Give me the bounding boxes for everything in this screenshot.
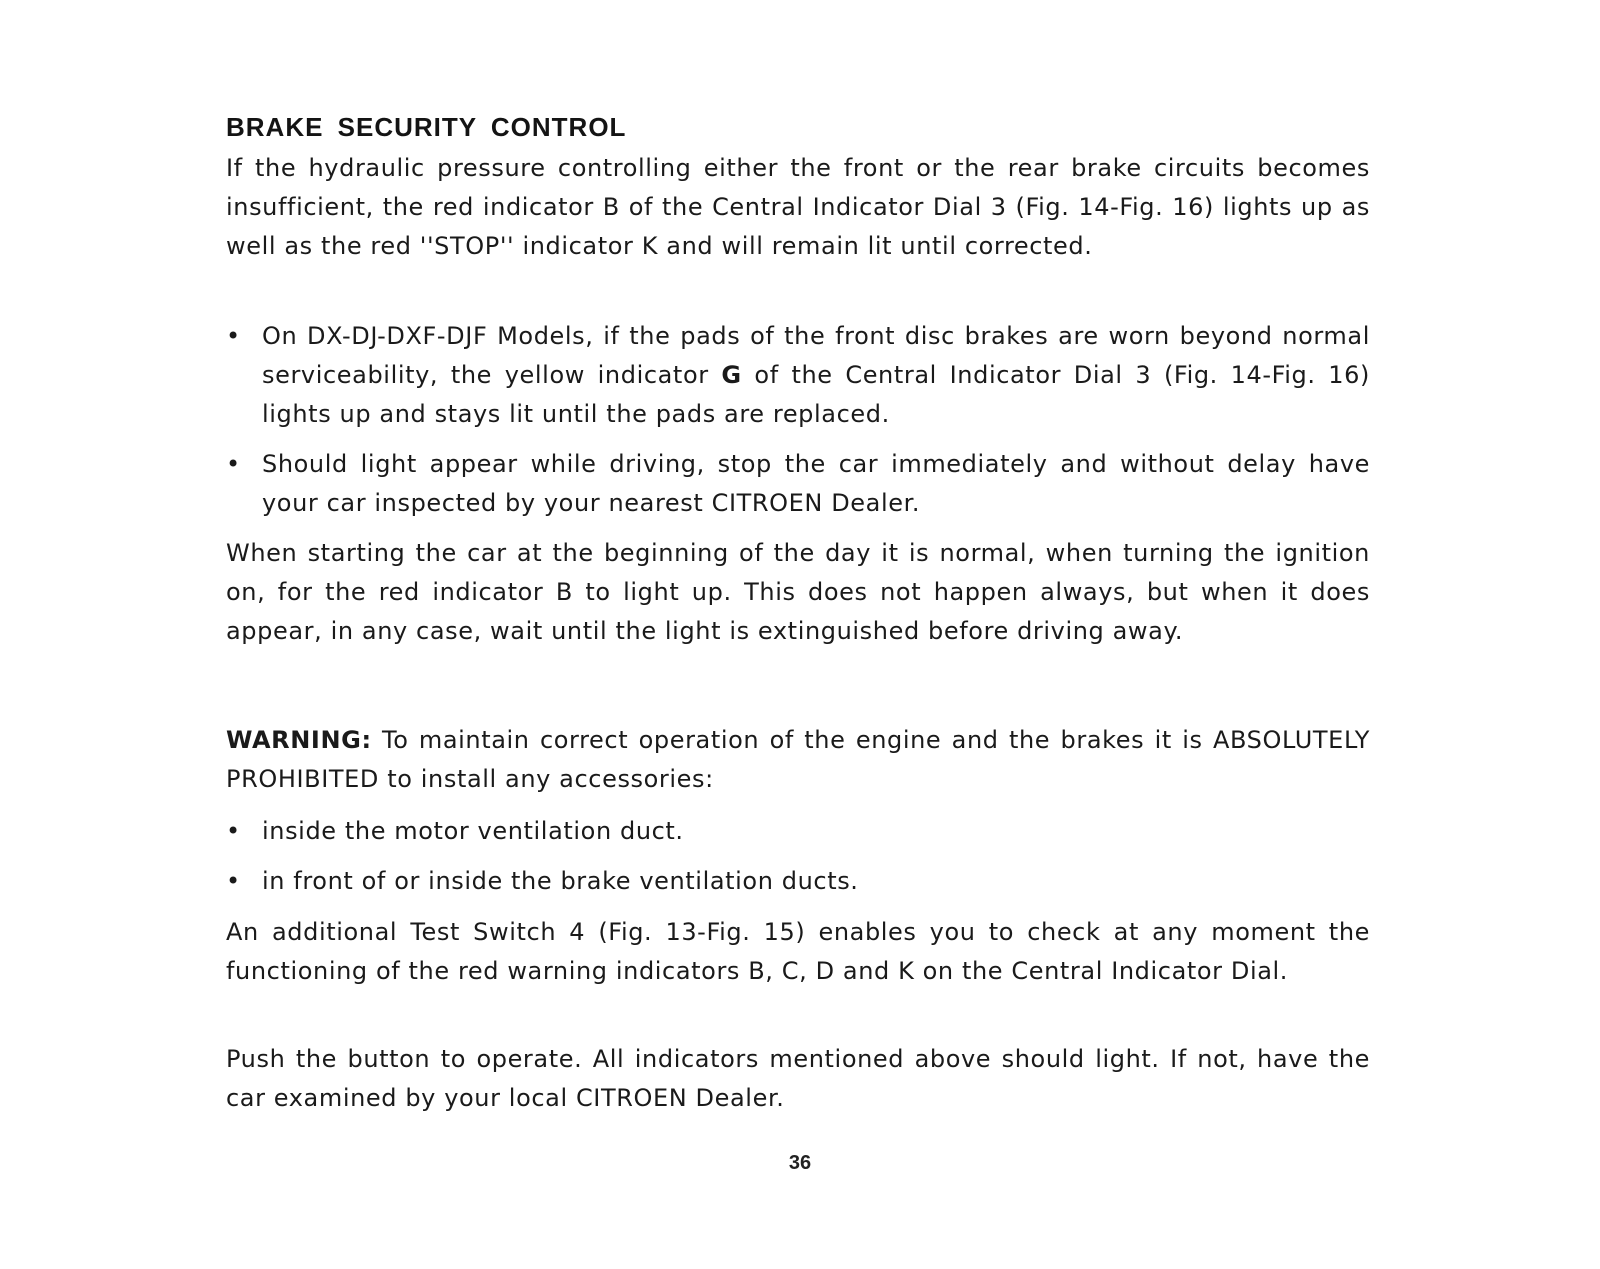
warning-text: To maintain correct operation of the engine and the brakes it is ABSOLUTELY PROHIBITED to install any accessories: <box>226 726 1370 793</box>
bullet-item-brake-ducts <box>226 862 1370 901</box>
indicator-g: G <box>721 361 742 389</box>
bullet-item-pads <box>226 317 1370 434</box>
bullet-icon: • <box>226 450 241 478</box>
bullet-icon: • <box>226 867 241 895</box>
bullet-item-motor-duct <box>226 812 1370 851</box>
bullet-icon: • <box>226 322 241 350</box>
intro-paragraph: If the hydraulic pressure controlling either the front or the rear brake circuits becomes insufficient, the red indicator B of the Central Indicator Dial 3 (Fig. 14-Fig. 16) lights up as well as the red ''STOP'' indicator K and will remain lit until corrected. <box>226 154 1370 260</box>
section-heading: BRAKE SECURITY CONTROL <box>226 112 627 142</box>
starting-paragraph: When starting the car at the beginning of the day it is normal, when turning the ignition on, for the red indicator B to light up. This does not happen always, but when it does appear, in any case, wait until the light is extinguished before driving away. <box>226 539 1370 645</box>
warning-paragraph <box>226 721 1370 799</box>
warning-label: WARNING: <box>226 726 372 754</box>
bullet-text: in front of or inside the brake ventilation ducts. <box>262 867 859 895</box>
page-number: 36 <box>788 1152 812 1174</box>
test-switch-paragraph: An additional Test Switch 4 (Fig. 13-Fig. 15) enables you to check at any moment the functioning of the red warning indicators B, C, D and K on the Central Indicator Dial. <box>226 918 1370 985</box>
bullet-item-driving <box>226 445 1370 523</box>
bullet-text: On DX-DJ-DXF-DJF Models, if the pads of the front disc brakes are worn beyond normal serviceability, the yellow indicator G of the Central Indicator Dial 3 (Fig. 14-Fig. 16) lights up and stays lit until the pads are replaced. <box>262 322 1370 428</box>
bullet-text: Should light appear while driving, stop the car immediately and without delay have your car inspected by your nearest CITROEN Dealer. <box>262 450 1370 517</box>
bullet-text: inside the motor ventilation duct. <box>262 817 684 845</box>
bullet-icon: • <box>226 817 241 845</box>
push-button-paragraph: Push the button to operate. All indicators mentioned above should light. If not, have the car examined by your local CITROEN Dealer. <box>226 1045 1370 1112</box>
